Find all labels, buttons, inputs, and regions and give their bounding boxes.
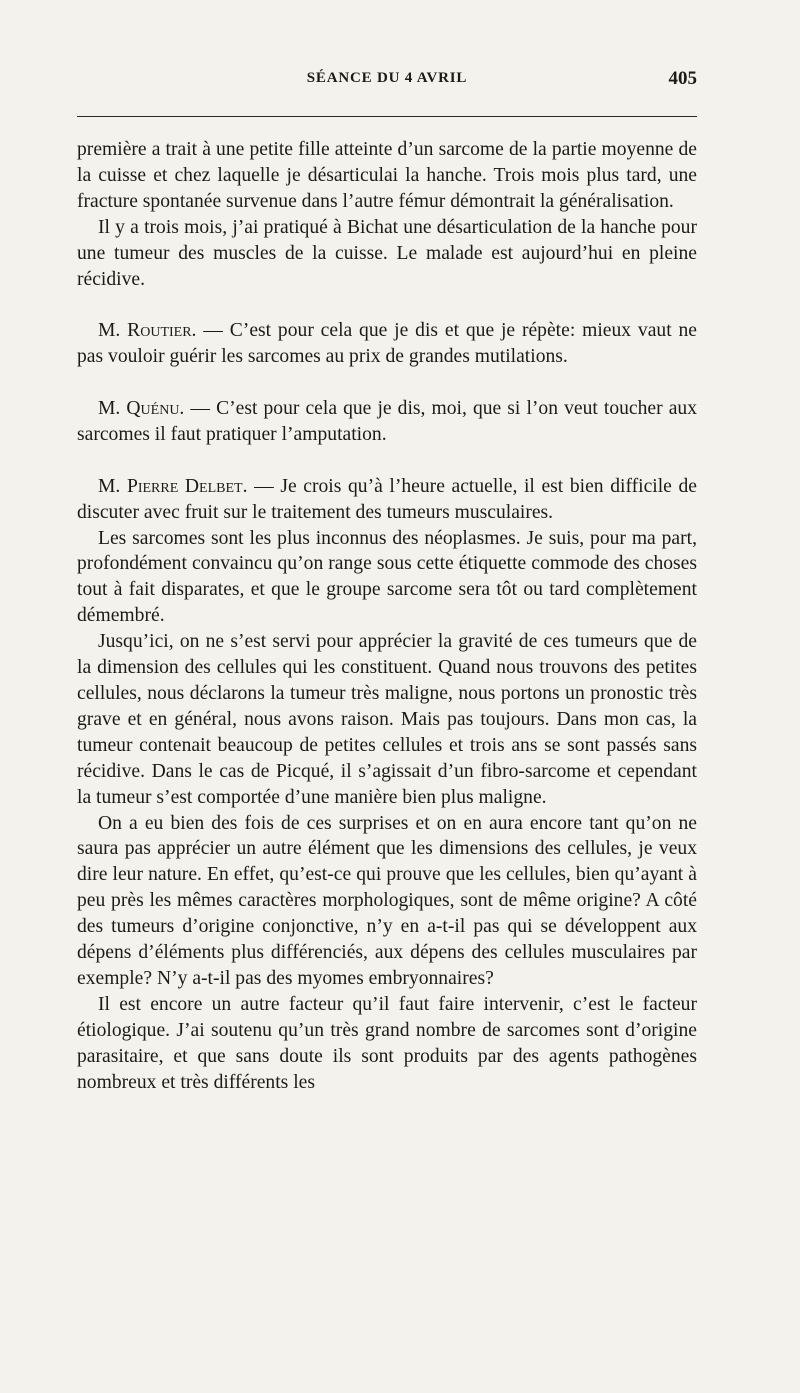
speaker-delbet: M. Pierre Delbet. bbox=[98, 475, 248, 497]
speech-routier-text: — C’est pour cela que je dis et que je répète: mieux vaut ne pas vouloir guérir les sarcomes au prix de grandes mutilations. bbox=[77, 320, 697, 368]
speaker-quenu: M. Quénu. bbox=[98, 398, 185, 420]
paragraph-continuation: première a trait à une petite fille atteinte d’un sarcome de la partie moyenne de la cuisse et chez laquelle je désarticulai la hanche. Trois mois plus tard, une fracture spontanée survenue dans l’autre fémur démontrait la généralisation. bbox=[77, 139, 697, 212]
speech-delbet bbox=[77, 474, 697, 526]
header-rule bbox=[77, 116, 697, 117]
page-number: 405 bbox=[668, 68, 697, 89]
running-head bbox=[77, 70, 697, 92]
paragraph-surprises: On a eu bien des fois de ces surprises et on en aura encore tant qu’on ne saura pas apprécier un autre élément que les dimensions des cellules, je veux dire leur nature. En effet, qu’est-ce qui prouve que les cellules, bien qu’ayant à peu près les mêmes caractères morphologiques, sont de même origine? A côté des tumeurs d’origine conjonctive, n’y en a-t-il pas qui se développent aux dépens d’éléments plus différenciés, aux dépens des cellules musculaires par exemple? N’y a-t-il pas des myomes embryonnaires? bbox=[77, 812, 697, 989]
speech-quenu bbox=[77, 396, 697, 448]
paragraph-facteur: Il est encore un autre facteur qu’il faut faire intervenir, c’est le facteur étiologique. J’ai soutenu qu’un très grand nombre de sarcomes sont d’origine parasitaire, et que sans doute ils sont produits par des agents pathogènes nombreux et très différents les bbox=[77, 993, 697, 1093]
paragraph-jusqu-ici: Jusqu’ici, on ne s’est servi pour apprécier la gravité de ces tumeurs que de la dimension des cellules qui les constituent. Quand nous trouvons des petites cellules, nous déclarons la tumeur très maligne, nous portons un pronostic très grave et en général, nous avons raison. Mais pas toujours. Dans mon cas, la tumeur contenait beaucoup de petites cellules et trois ans se sont passés sans récidive. Dans le cas de Picqué, il s’agissait d’un fibro-sarcome et cependant la tumeur s’est comportée d’une manière bien plus maligne. bbox=[77, 631, 697, 808]
running-title: SÉANCE DU 4 AVRIL bbox=[306, 70, 468, 86]
speech-quenu-text: — C’est pour cela que je dis, moi, que si l’on veut toucher aux sarcomes il faut pratiquer l’amputation. bbox=[77, 398, 697, 445]
speech-delbet-text: — Je crois qu’à l’heure actuelle, il est bien difficile de discuter avec fruit sur le traitement des tumeurs musculaires. bbox=[77, 475, 697, 523]
speech-routier bbox=[77, 318, 697, 370]
paragraph-bichat: Il y a trois mois, j’ai pratiqué à Bichat une désarticulation de la hanche pour une tumeur des muscles de la cuisse. Le malade est aujourd’hui en pleine récidive. bbox=[77, 216, 697, 290]
speaker-routier: M. Routier. bbox=[98, 320, 197, 342]
body-text bbox=[77, 137, 697, 1095]
paragraph-sarcomes: Les sarcomes sont les plus inconnus des néoplasmes. Je suis, pour ma part, profondément convaincu qu’on range sous cette étiquette commode des choses tout à fait disparates, et que le groupe sarcome sera tôt ou tard complètement démembré. bbox=[77, 527, 697, 627]
